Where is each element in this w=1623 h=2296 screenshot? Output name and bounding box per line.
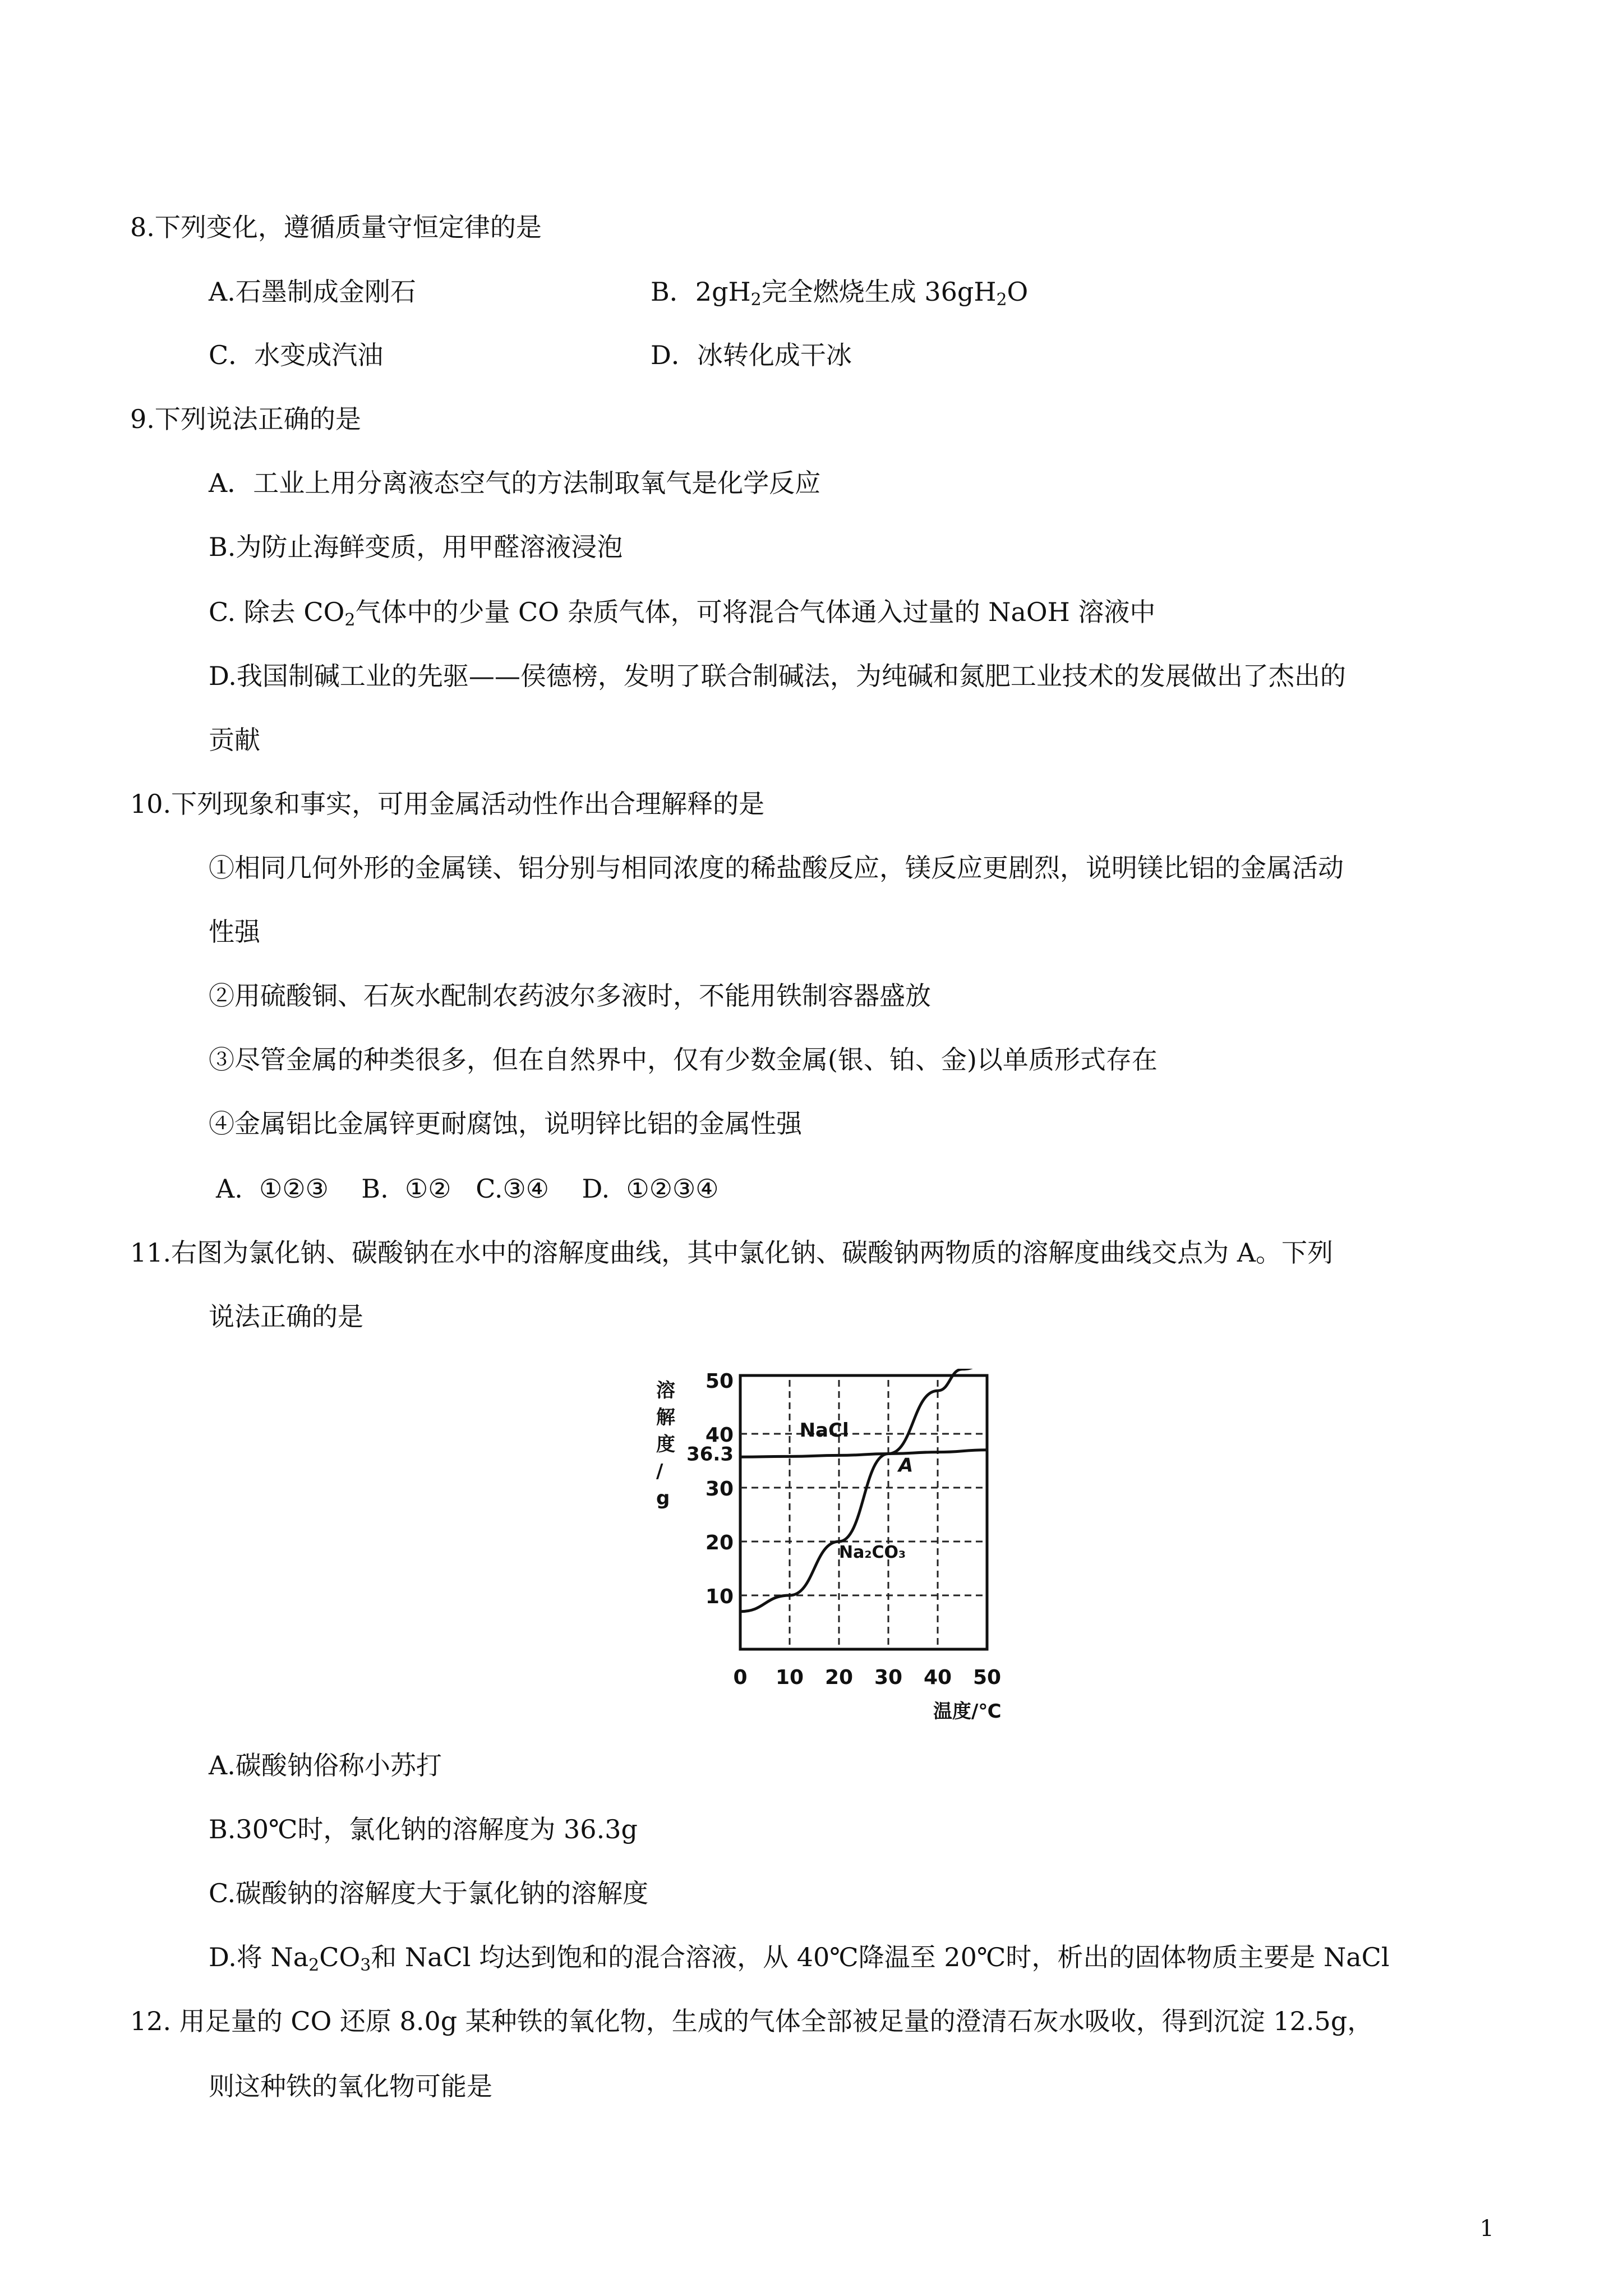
x-tick-label: 10 [775,1666,804,1689]
q9-option-b: B.为防止海鲜变质，用甲醛溶液浸泡 [209,532,623,562]
q10-statement-1: ①相同几何外形的金属镁、铝分别与相同浓度的稀盐酸反应，镁反应更剧烈，说明镁比铝的金属活动 [209,853,1344,883]
q10-stem: 10.下列现象和事实，可用金属活动性作出合理解释的是 [130,789,765,819]
q12-stem-cont: 则这种铁的氧化物可能是 [209,2071,492,2101]
y-tick-label-marked: 36.3 [686,1443,734,1466]
x-tick-label: 40 [923,1666,952,1689]
q10-options: A. ①②③ B. ①② C.③④ D. ①②③④ [216,1174,719,1204]
q9-option-d-cont: 贡献 [209,725,260,755]
q9-option-c: C. 除去 $CO_2$气体中的少量 CO 杂质气体，可将混合气体通入过量的 NaOH 溶液中 [209,597,1156,630]
y-tick-label: 30 [705,1478,734,1501]
y-axis-label-char: / [656,1460,663,1483]
series-label-nacl: NaCl [799,1419,849,1442]
q11-option-c: C.碳酸钠的溶解度大于氯化钠的溶解度 [209,1878,649,1908]
series-line-1 [740,1369,987,1612]
y-tick-label: 10 [705,1585,734,1608]
q8-option-a: A.石墨制成金刚石 [209,277,416,307]
y-axis-label-char: 度 [656,1433,675,1456]
series-label-na2co3: Na₂CO₃ [839,1542,906,1562]
q10-statement-4: ④金属铝比金属锌更耐腐蚀，说明锌比铝的金属性强 [209,1108,802,1139]
y-tick-label: 20 [705,1531,734,1554]
q10-statement-1-cont: 性强 [209,917,260,947]
q11-option-a: A.碳酸钠俗称小苏打 [209,1750,442,1780]
q8-option-c: C．水变成汽油 [209,340,384,370]
q9-stem: 9.下列说法正确的是 [130,404,361,434]
q9-option-d: D.我国制碱工业的先驱——侯德榜，发明了联合制碱法，为纯碱和氮肥工业技术的发展做出了杰出的 [209,661,1346,691]
q8-stem: 8.下列变化，遵循质量守恒定律的是 [130,212,542,242]
q11-option-d: D.将 $Na_2CO_3$和 NaCl 均达到饱和的混合溶液，从 40℃降温至 20℃时，析出的固体物质主要是 NaCl [209,1942,1390,1975]
y-axis-label-char: 解 [656,1406,675,1429]
x-tick-label: 50 [972,1666,1002,1689]
y-tick-label: 40 [705,1424,734,1447]
q9-option-a: A．工业上用分离液态空气的方法制取氧气是化学反应 [209,468,821,498]
plot-frame [740,1375,987,1649]
y-axis-label-char: g [656,1487,670,1510]
x-tick-label: 30 [874,1666,903,1689]
q10-statement-2: ②用硫酸铜、石灰水配制农药波尔多液时，不能用铁制容器盛放 [209,981,931,1011]
q8-option-b: B．$2gH_2$完全燃烧生成 $36gH_2O$ [651,277,1029,310]
q11-stem-cont: 说法正确的是 [209,1301,363,1332]
page-number: 1 [1479,2216,1494,2242]
q8-option-d: D．冰转化成干冰 [651,340,852,370]
q11-option-b: B.30℃时，氯化钠的溶解度为 36.3g [209,1814,638,1844]
y-tick-label: 50 [705,1370,734,1393]
solubility-chart [639,1369,1054,1728]
x-tick-label: 0 [733,1666,748,1689]
x-axis-label: 温度/℃ [933,1700,1002,1723]
x-tick-label: 20 [824,1666,854,1689]
series-line-0 [740,1450,987,1457]
q11-stem: 11.右图为氯化钠、碳酸钠在水中的溶解度曲线，其中氯化钠、碳酸钠两物质的溶解度曲线交点为 A。下列 [130,1237,1333,1268]
y-axis-label-char: 溶 [656,1379,675,1402]
q10-statement-3: ③尽管金属的种类很多，但在自然界中，仅有少数金属(银、铂、金)以单质形式存在 [209,1045,1158,1075]
q12-stem: 12. 用足量的 CO 还原 8.0g 某种铁的氧化物，生成的气体全部被足量的澄清石灰水吸收，得到沉淀 12.5g， [130,2006,1373,2036]
intersection-label: A [898,1454,914,1477]
